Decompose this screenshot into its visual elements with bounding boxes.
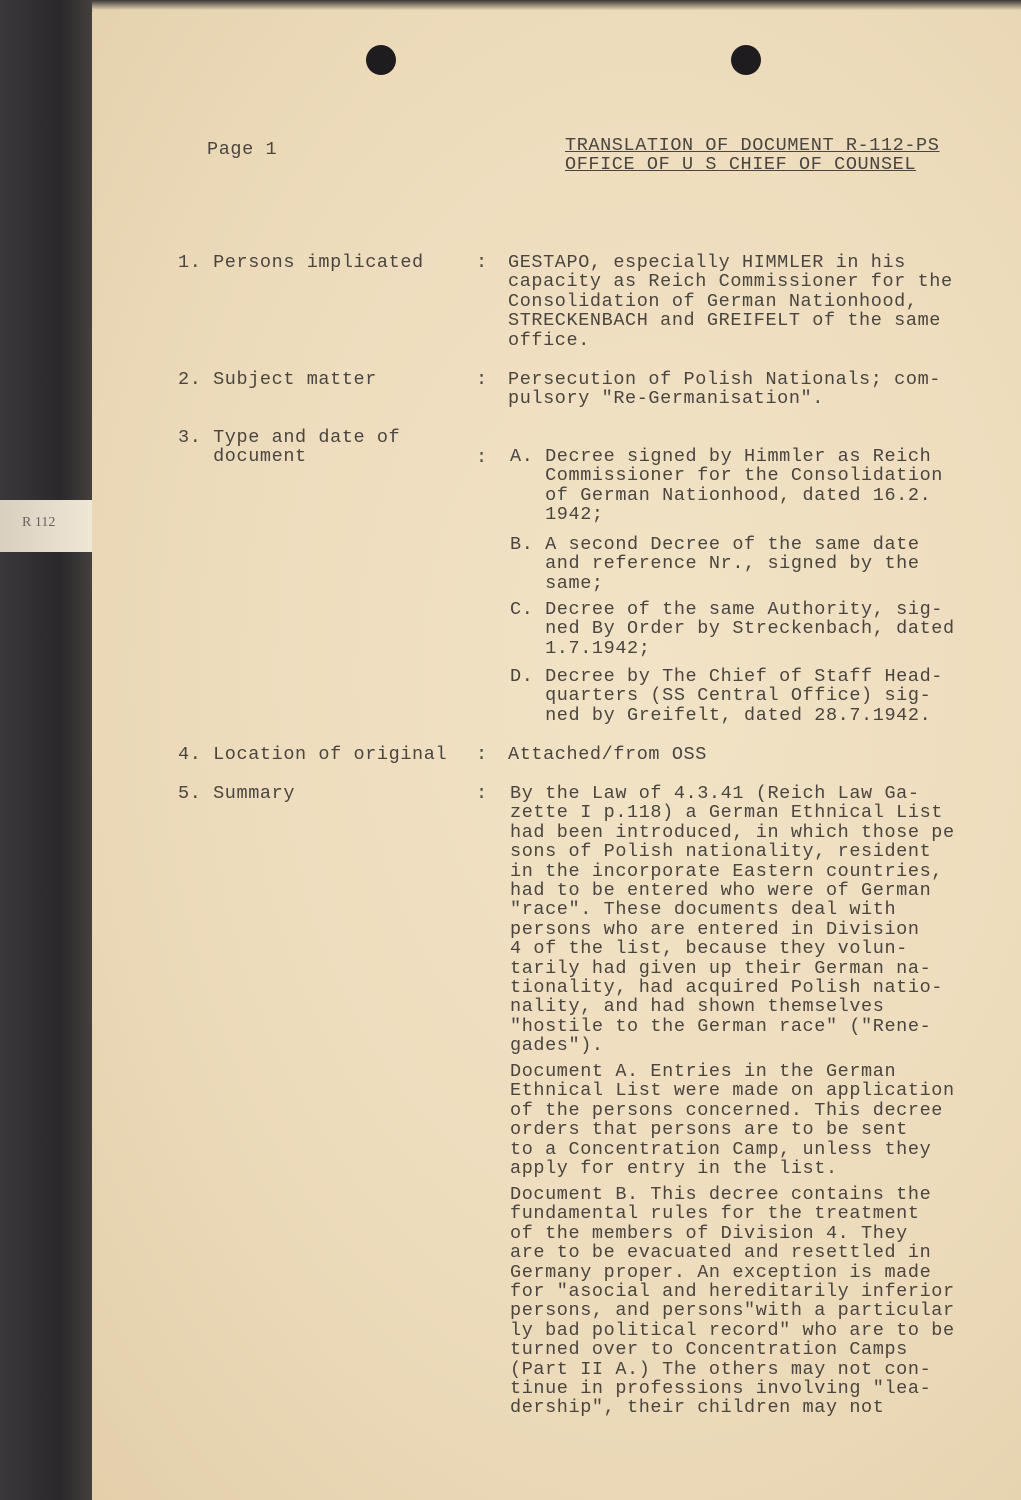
summary-line: Document A. Entries in the German bbox=[510, 1061, 897, 1082]
summary-line: Germany proper. An exception is made bbox=[510, 1261, 932, 1283]
summary-line: persons, and persons"with a particular bbox=[510, 1300, 955, 1322]
summary-line: tinue in professions involving "lea- bbox=[510, 1378, 932, 1399]
item-label: 3. Type and date of bbox=[178, 427, 401, 448]
colon: : bbox=[476, 783, 488, 804]
decree-subitem-line: ned by Greifelt, dated 28.7.1942. bbox=[510, 704, 932, 726]
summary-line: Ethnical List were made on application bbox=[510, 1080, 955, 1102]
binder-edge bbox=[0, 0, 100, 1500]
page-top-edge bbox=[92, 0, 1021, 10]
summary-line: for "asocial and hereditarily inferior bbox=[510, 1281, 955, 1302]
colon: : bbox=[476, 369, 488, 390]
page-number: Page 1 bbox=[207, 139, 278, 160]
item-label: 2. Subject matter bbox=[178, 369, 377, 390]
header-title: TRANSLATION OF DOCUMENT R-112-PS bbox=[565, 135, 940, 156]
item-label: 4. Location of original bbox=[178, 744, 448, 765]
summary-line: dership", their children may not bbox=[510, 1397, 885, 1419]
item-text: STRECKENBACH and GREIFELT of the same bbox=[508, 310, 941, 332]
punch-hole bbox=[731, 45, 761, 75]
decree-subitem-line: B. A second Decree of the same date bbox=[510, 534, 920, 555]
summary-line: gades"). bbox=[510, 1035, 604, 1057]
summary-line: tarily had given up their German na- bbox=[510, 957, 932, 979]
summary-line: tionality, had acquired Polish natio- bbox=[510, 977, 943, 998]
summary-line: "race". These documents deal with bbox=[510, 899, 897, 921]
summary-line: persons who are entered in Division bbox=[510, 918, 920, 940]
item-text: pulsory "Re-Germanisation". bbox=[508, 388, 824, 410]
decree-subitem-line: D. Decree by The Chief of Staff Head- bbox=[510, 666, 943, 687]
colon: : bbox=[476, 252, 488, 273]
item-text: Consolidation of German Nationhood, bbox=[508, 290, 918, 312]
decree-subitem-line: Commissioner for the Consolidation bbox=[510, 465, 943, 487]
colon: : bbox=[476, 744, 488, 765]
decree-subitem-line: ned By Order by Streckenbach, dated bbox=[510, 618, 955, 640]
summary-line: ly bad political record" who are to be bbox=[510, 1319, 955, 1341]
item-label: document bbox=[178, 446, 307, 468]
item-text: office. bbox=[508, 329, 590, 351]
decree-subitem-line: of German Nationhood, dated 16.2. bbox=[510, 484, 932, 506]
index-tab bbox=[0, 500, 92, 552]
summary-line: Document B. This decree contains the bbox=[510, 1184, 932, 1205]
summary-line: By the Law of 4.3.41 (Reich Law Ga- bbox=[510, 783, 920, 804]
summary-line: had to be entered who were of German bbox=[510, 880, 932, 901]
punch-hole bbox=[366, 45, 396, 75]
summary-line: in the incorporate Eastern countries, bbox=[510, 860, 943, 882]
summary-line: 4 of the list, because they volun- bbox=[510, 938, 908, 960]
summary-line: of the members of Division 4. They bbox=[510, 1222, 908, 1244]
summary-line: of the persons concerned. This decree bbox=[510, 1099, 943, 1121]
decree-subitem-line: 1.7.1942; bbox=[510, 637, 651, 659]
decree-subitem-line: A. Decree signed by Himmler as Reich bbox=[510, 446, 932, 467]
item-label: 1. Persons implicated bbox=[178, 252, 424, 273]
summary-line: nality, and had shown themselves bbox=[510, 996, 885, 1018]
decree-subitem-line: same; bbox=[510, 572, 604, 594]
decree-subitem-line: 1942; bbox=[510, 504, 604, 526]
summary-line: orders that persons are to be sent bbox=[510, 1119, 908, 1141]
item-text: Persecution of Polish Nationals; com- bbox=[508, 369, 941, 390]
item-text: capacity as Reich Commissioner for the bbox=[508, 271, 953, 293]
decree-subitem-line: and reference Nr., signed by the bbox=[510, 553, 920, 575]
decree-subitem-line: quarters (SS Central Office) sig- bbox=[510, 685, 932, 707]
summary-line: are to be evacuated and resettled in bbox=[510, 1242, 932, 1264]
summary-line: apply for entry in the list. bbox=[510, 1158, 838, 1179]
header-office: OFFICE OF U S CHIEF OF COUNSEL bbox=[565, 154, 917, 175]
item-text: Attached/from OSS bbox=[508, 744, 707, 765]
item-text: GESTAPO, especially HIMMLER in his bbox=[508, 252, 906, 273]
summary-line: had been introduced, in which those pe bbox=[510, 821, 955, 843]
summary-line: sons of Polish nationality, resident bbox=[510, 841, 932, 863]
summary-line: (Part II A.) The others may not con- bbox=[510, 1358, 932, 1380]
decree-subitem-line: C. Decree of the same Authority, sig- bbox=[510, 599, 943, 620]
summary-line: "hostile to the German race" ("Rene- bbox=[510, 1015, 932, 1037]
summary-line: to a Concentration Camp, unless they bbox=[510, 1138, 932, 1160]
index-tab-label: R 112 bbox=[22, 515, 56, 530]
summary-line: turned over to Concentration Camps bbox=[510, 1339, 908, 1361]
item-label: 5. Summary bbox=[178, 783, 296, 804]
summary-line: fundamental rules for the treatment bbox=[510, 1203, 920, 1225]
summary-line: zette I p.118) a German Ethnical List bbox=[510, 802, 943, 824]
colon: : bbox=[476, 447, 488, 468]
